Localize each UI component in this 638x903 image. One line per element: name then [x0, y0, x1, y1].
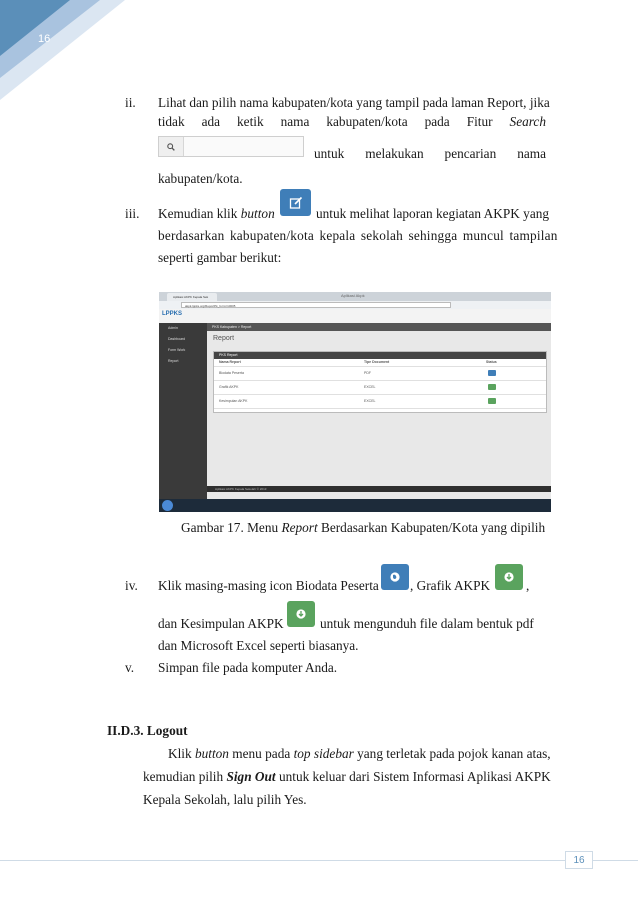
- step-iv-line1b: , Grafik AKPK: [410, 578, 491, 593]
- section-p1: [168, 745, 551, 763]
- section-title: II.D.3. Logout: [107, 723, 188, 738]
- search-icon: [159, 137, 184, 156]
- start-icon: [162, 500, 173, 511]
- figure-caption: [181, 520, 545, 536]
- app-header: [159, 309, 551, 324]
- app-footer: Aplikasi AKPK Kepala Sekolah © 2013: [207, 486, 551, 492]
- text-run: Klik: [168, 746, 195, 761]
- report-type: PDF: [364, 371, 371, 375]
- caption-text: Berdasarkan Kabupaten/Kota yang dipilih: [317, 520, 546, 535]
- breadcrumb: PKS Kabupaten > Report: [207, 323, 551, 331]
- step-iv-line1c: ,: [526, 578, 530, 593]
- text-bold: Sign Out: [226, 769, 276, 784]
- report-type: EXCEL: [364, 385, 376, 389]
- text-run: untuk keluar dari Sistem Informasi Aplikasi AKPK: [275, 769, 551, 784]
- word: Fitur: [466, 114, 493, 129]
- download-icon: [488, 398, 496, 404]
- step-iii-line1a: [158, 205, 275, 223]
- word: pencarian: [444, 146, 497, 161]
- os-taskbar: [159, 499, 551, 512]
- step-marker-iv: iv.: [125, 578, 138, 593]
- browser-titlebar: [159, 292, 551, 301]
- edit-icon: [280, 189, 311, 216]
- step-iii-line3: seperti gambar berikut:: [158, 250, 282, 265]
- browser-tab: Aplikasi AKPK Kepala Sek: [167, 293, 217, 301]
- word: ketik: [237, 114, 264, 129]
- report-type: EXCEL: [364, 399, 376, 403]
- text-run: yang terletak pada pojok kanan atas,: [353, 746, 551, 761]
- table-row: [214, 381, 546, 395]
- step-iv-line1a: Klik masing-masing icon Biodata Peserta: [158, 578, 379, 593]
- table-row: [214, 395, 546, 409]
- step-ii-line2: [158, 113, 546, 131]
- app-sidebar: [159, 323, 207, 499]
- url-field: akpk.lppks.org/ReportPk_form=10005: [181, 302, 451, 308]
- report-screenshot: [159, 292, 551, 512]
- header-page-number: 16: [38, 33, 51, 45]
- report-panel: [213, 351, 547, 413]
- app-main: [207, 323, 551, 499]
- table-row: [214, 367, 546, 381]
- step-marker-iii: iii.: [125, 206, 140, 221]
- text-italic: button: [194, 746, 229, 761]
- section-p3: Kepala Sekolah, lalu pilih Yes.: [143, 792, 307, 807]
- download-icon: [488, 370, 496, 376]
- search-field-image: [158, 136, 304, 157]
- word: nama: [517, 146, 546, 161]
- sidebar-item-report: Report: [168, 359, 179, 363]
- sidebar-item-admin: Admin: [168, 326, 178, 330]
- browser-addressbar: [159, 301, 551, 309]
- download-icon: [495, 564, 523, 590]
- step-iv-line2b: untuk mengunduh file dalam bentuk pdf: [320, 616, 534, 631]
- text-italic: button: [240, 206, 275, 221]
- step-iv-line2a: dan Kesimpulan AKPK: [158, 616, 284, 631]
- text-italic: top sidebar: [293, 746, 354, 761]
- footer-page-number: 16: [565, 851, 593, 869]
- table-header: [214, 359, 546, 367]
- report-name: Biodata Peserta: [219, 371, 244, 375]
- footer-rule: [0, 860, 638, 861]
- step-ii-line1: Lihat dan pilih nama kabupaten/kota yang tampil pada laman Report, jika: [158, 95, 550, 110]
- download-icon: [488, 384, 496, 390]
- text-run: menu pada: [228, 746, 294, 761]
- window-title: Aplikasi Akpk: [341, 293, 365, 298]
- word: tidak: [158, 114, 185, 129]
- caption-text: Gambar 17. Menu: [181, 520, 282, 535]
- word-italic: Search: [509, 114, 546, 129]
- word: nama: [280, 114, 310, 129]
- step-marker-v: v.: [125, 660, 135, 675]
- app-logo: LPPKS: [162, 311, 183, 317]
- word: ada: [201, 114, 221, 129]
- download-icon: [287, 601, 315, 627]
- caption-italic: Report: [281, 520, 318, 535]
- sidebar-item-form-work: Form Work: [168, 348, 186, 352]
- word: melakukan: [365, 146, 424, 161]
- section-p2: [143, 768, 551, 786]
- step-marker-ii: ii.: [125, 95, 136, 110]
- page-title: Report: [213, 335, 235, 342]
- step-iii-line2: berdasarkan kabupaten/kota kepala sekolah sehingga muncul tampilan: [158, 228, 558, 243]
- column-header: Nama Report: [219, 360, 241, 364]
- text-run: Kemudian klik: [158, 206, 241, 221]
- word: untuk: [314, 146, 345, 161]
- column-header: Tipe Document: [364, 360, 390, 364]
- panel-title: PKS Report: [214, 352, 546, 359]
- globe-icon: [381, 564, 409, 590]
- step-iv-line3: dan Microsoft Excel seperti biasanya.: [158, 638, 359, 653]
- report-name: Kesimpulan AKPK: [219, 399, 248, 403]
- text-run: kemudian pilih: [143, 769, 227, 784]
- sidebar-item-dashboard: Dashboard: [168, 337, 186, 341]
- step-iii-line1b: untuk melihat laporan kegiatan AKPK yang: [316, 206, 550, 221]
- step-ii-line4: kabupaten/kota.: [158, 171, 243, 186]
- word: pada: [424, 114, 450, 129]
- word: kabupaten/kota: [326, 114, 408, 129]
- column-header: Status: [486, 360, 497, 364]
- step-v-line1: Simpan file pada komputer Anda.: [158, 660, 338, 675]
- report-name: Grafik AKPK: [219, 385, 239, 389]
- step-ii-line3: [314, 145, 546, 163]
